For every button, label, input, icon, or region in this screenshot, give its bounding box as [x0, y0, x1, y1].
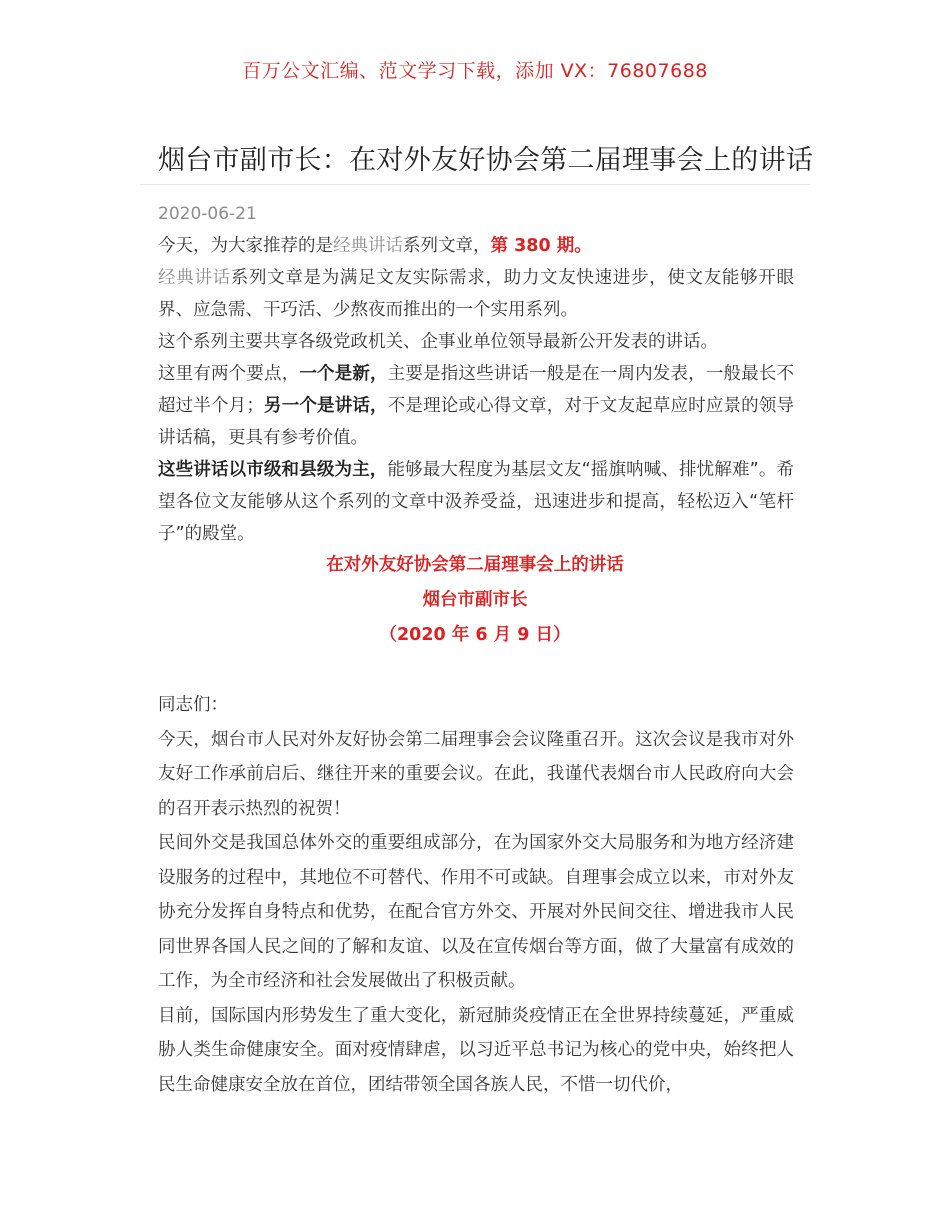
intro-paragraph-2: 经典讲话系列文章是为满足文友实际需求，助力文友快速进步，使文友能够开眼界、应急需、干巧活、少熬夜而推出的一个实用系列。 — [158, 268, 794, 320]
speech-salutation: 同志们： — [158, 695, 228, 715]
speech-paragraph-2: 民间外交是我国总体外交的重要组成部分，在为国家外交大局服务和为地方经济建设服务的过程中，其地位不可替代、作用不可或缺。自理事会成立以来，市对外友协充分发挥自身特点和优势，在配合官方外交、开展对外民间交往、增进我市人民同世界各国人民之间的了解和友谊、以及在宣传烟台等方面，做了大量富有成效的工作，为全市经济和社会发展做出了积极贡献。 — [158, 833, 794, 991]
series-name-link[interactable]: 经典讲话 — [158, 268, 231, 288]
speech-date: （2020 年 6 月 9 日） — [379, 625, 571, 645]
speech-body — [158, 688, 794, 1102]
title-divider — [140, 184, 810, 185]
speech-paragraph-3: 目前，国际国内形势发生了重大变化，新冠肺炎疫情正在全世界持续蔓延，严重威胁人类生命健康安全。面对疫情肆虐，以习近平总书记为核心的党中央，始终把人民生命健康安全放在首位，团结带领全国各族人民，不惜一切代价， — [158, 1005, 794, 1095]
download-banner: 百万公文汇编、范文学习下载，添加 VX：76807688 — [242, 60, 708, 82]
intro-paragraph-3: 这个系列主要共享各级党政机关、企事业单位领导最新公开发表的讲话。 — [158, 332, 718, 352]
intro-paragraph-5: 这些讲话以市级和县级为主，能够最大程度为基层文友“摇旗呐喊、排忧解难”。希望各位文友能够从这个系列的文章中汲养受益，迅速进步和提高，轻松迈入“笔杆子”的殿堂。 — [158, 460, 794, 544]
intro-paragraph-1: 今天，为大家推荐的是经典讲话系列文章，第 380 期。 — [158, 236, 592, 256]
intro-paragraph-4: 这里有两个要点，一个是新，主要是指这些讲话一般是在一周内发表，一般最长不超过半个月；另一个是讲话，不是理论或心得文章，对于文友起草应时应景的领导讲话稿，更具有参考价值。 — [158, 364, 795, 448]
series-name-link[interactable]: 经典讲话 — [333, 236, 403, 256]
speech-title: 在对外友好协会第二届理事会上的讲话 — [326, 555, 624, 575]
speech-speaker: 烟台市副市长 — [422, 590, 528, 610]
speech-header — [0, 549, 950, 654]
intro-section — [158, 230, 794, 550]
article-title: 烟台市副市长：在对外友好协会第二届理事会上的讲话 — [158, 145, 814, 176]
speech-paragraph-1: 今天，烟台市人民对外友好协会第二届理事会会议隆重召开。这次会议是我市对外友好工作承前启后、继往开来的重要会议。在此，我谨代表烟台市人民政府向大会的召开表示热烈的祝贺！ — [158, 729, 794, 819]
publish-date: 2020-06-21 — [158, 204, 257, 224]
issue-number: 第 380 期。 — [490, 236, 592, 256]
